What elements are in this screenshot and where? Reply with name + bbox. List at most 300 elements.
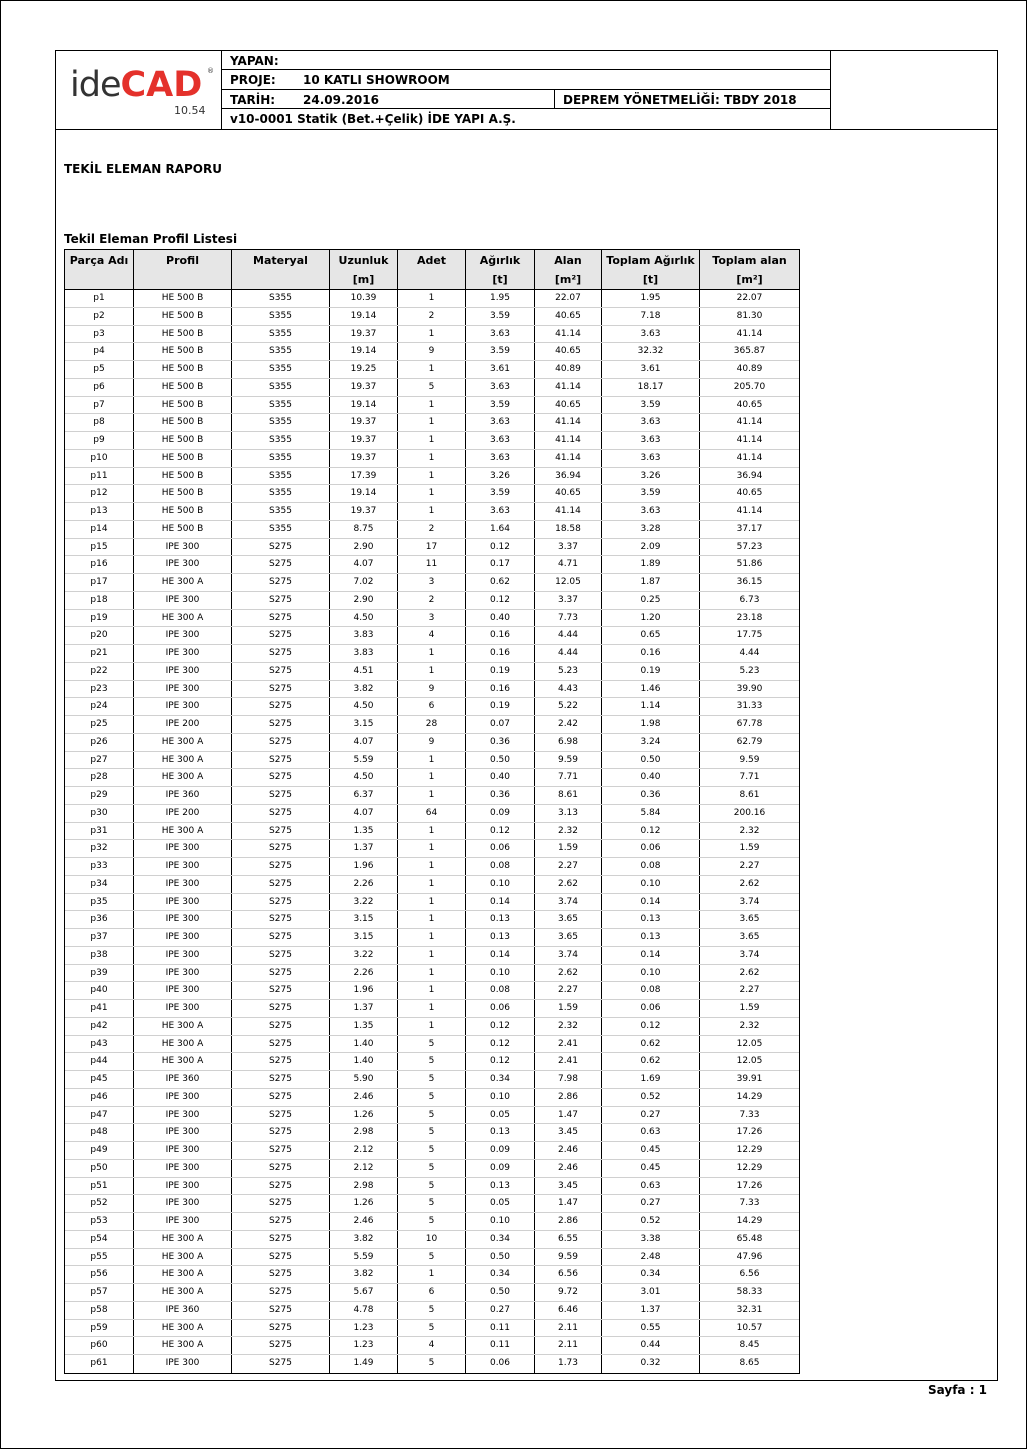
table-cell: p5 (65, 361, 134, 378)
table-row (65, 681, 799, 699)
table-row (65, 503, 799, 521)
table-cell: 3.28 (602, 521, 700, 538)
profile-table (64, 249, 800, 1374)
table-cell: 32.32 (602, 343, 700, 360)
table-cell: 1 (398, 982, 466, 999)
table-cell: 2.11 (535, 1320, 602, 1337)
table-cell: 3.24 (602, 734, 700, 751)
table-cell: 1 (398, 361, 466, 378)
table-cell: 0.16 (602, 645, 700, 662)
table-cell: 6.56 (739, 1269, 760, 1280)
table-cell: 3.63 (466, 503, 535, 520)
table-cell: S275 (232, 539, 330, 556)
table-cell: HE 300 A (134, 610, 232, 627)
table-cell: 3 (398, 610, 466, 627)
table-row (65, 805, 799, 823)
table-cell: S275 (232, 1195, 330, 1212)
table-cell: 0.08 (602, 858, 700, 875)
table-cell: 1 (398, 840, 466, 857)
table-cell: S355 (232, 468, 330, 485)
table-cell: 5 (398, 379, 466, 396)
table-cell: p1 (65, 290, 134, 307)
table-cell: 3.65 (739, 914, 760, 925)
table-cell: 3.26 (602, 468, 700, 485)
table-cell: IPE 300 (134, 681, 232, 698)
table-cell: 1 (398, 397, 466, 414)
table-cell: HE 500 B (134, 379, 232, 396)
table-cell: p29 (65, 787, 134, 804)
table-cell: 1.35 (330, 1018, 398, 1035)
table-cell: 19.25 (330, 361, 398, 378)
table-row (65, 1195, 799, 1213)
table-cell: IPE 300 (134, 929, 232, 946)
table-cell: 12.05 (736, 1056, 763, 1067)
table-cell: IPE 300 (134, 663, 232, 680)
table-cell: 1 (398, 432, 466, 449)
table-cell: 5 (398, 1213, 466, 1230)
table-cell: 0.55 (602, 1320, 700, 1337)
table-cell: p61 (65, 1355, 134, 1373)
table-cell: 3.82 (330, 681, 398, 698)
column-header-label: Ağırlık (479, 254, 521, 267)
table-cell: 40.89 (535, 361, 602, 378)
table-cell: IPE 300 (134, 627, 232, 644)
header-right-cell (831, 51, 997, 130)
table-cell: 5 (398, 1142, 466, 1159)
table-cell: 37.17 (736, 523, 763, 534)
table-row (65, 645, 799, 663)
table-cell: 18.17 (602, 379, 700, 396)
table-cell: 0.12 (466, 1036, 535, 1053)
table-cell: 1.59 (739, 843, 760, 854)
software-info: v10-0001 Statik (Bet.+Çelik) İDE YAPI A.Ş. (230, 112, 516, 126)
table-cell: p53 (65, 1213, 134, 1230)
table-cell: S275 (232, 1302, 330, 1319)
table-cell: 3.01 (602, 1284, 700, 1301)
table-cell: 1 (398, 929, 466, 946)
table-row (65, 432, 799, 450)
table-cell: 41.14 (736, 417, 763, 428)
table-cell: IPE 300 (134, 1178, 232, 1195)
table-cell: S355 (232, 521, 330, 538)
table-cell: S355 (232, 308, 330, 325)
table-cell: 4.43 (535, 681, 602, 698)
table-cell: 2.12 (330, 1160, 398, 1177)
table-cell: 1.96 (330, 858, 398, 875)
table-cell: 1 (398, 769, 466, 786)
table-cell: 1 (398, 485, 466, 502)
table-cell: S275 (232, 858, 330, 875)
table-cell: 3.63 (466, 326, 535, 343)
table-cell: 1.73 (535, 1355, 602, 1373)
table-cell: HE 300 A (134, 1053, 232, 1070)
table-cell: p22 (65, 663, 134, 680)
table-cell: p6 (65, 379, 134, 396)
table-cell: S275 (232, 574, 330, 591)
table-cell: 1.59 (739, 1003, 760, 1013)
table-cell: 2.98 (330, 1178, 398, 1195)
table-cell: 2.42 (535, 716, 602, 733)
table-row (65, 450, 799, 468)
table-cell: S275 (232, 592, 330, 609)
table-row (65, 1284, 799, 1302)
table-cell: 1 (398, 876, 466, 893)
table-cell: 2 (398, 521, 466, 538)
table-cell: S275 (232, 769, 330, 786)
table-row (65, 911, 799, 929)
table-cell: p59 (65, 1320, 134, 1337)
table-cell: p18 (65, 592, 134, 609)
table-cell: S355 (232, 397, 330, 414)
column-header (134, 250, 232, 289)
table-cell: 1.23 (330, 1337, 398, 1354)
table-cell: 3.37 (535, 539, 602, 556)
table-cell: 41.14 (535, 379, 602, 396)
table-cell: p25 (65, 716, 134, 733)
table-cell: 28 (398, 716, 466, 733)
table-row (65, 343, 799, 361)
table-cell: S275 (232, 752, 330, 769)
table-cell: IPE 300 (134, 556, 232, 573)
table-cell: 0.12 (466, 1053, 535, 1070)
table-cell: 41.14 (535, 450, 602, 467)
table-cell: 0.45 (602, 1142, 700, 1159)
table-cell: 0.10 (466, 1089, 535, 1106)
table-row (65, 556, 799, 574)
table-cell: 2 (398, 308, 466, 325)
table-cell: 1.40 (330, 1036, 398, 1053)
header-info (222, 51, 831, 130)
table-cell: 0.06 (602, 1000, 700, 1017)
table-cell: 3.74 (535, 947, 602, 964)
table-cell: 2.11 (535, 1337, 602, 1354)
table-cell: p11 (65, 468, 134, 485)
table-cell: S275 (232, 894, 330, 911)
table-cell: p12 (65, 485, 134, 502)
column-header-unit: [m²] (554, 273, 582, 286)
table-cell: 7.18 (602, 308, 700, 325)
proje-value: 10 KATLI SHOWROOM (303, 73, 450, 87)
table-cell: IPE 360 (134, 1071, 232, 1088)
table-cell: 9 (398, 734, 466, 751)
column-header (398, 250, 466, 289)
table-cell: p17 (65, 574, 134, 591)
table-cell: S355 (232, 432, 330, 449)
table-cell: 0.14 (602, 894, 700, 911)
table-cell: 3.63 (466, 432, 535, 449)
table-cell: 3.61 (466, 361, 535, 378)
table-cell: HE 500 B (134, 468, 232, 485)
table-cell: S275 (232, 1053, 330, 1070)
table-cell: p21 (65, 645, 134, 662)
table-cell: 1 (398, 858, 466, 875)
table-cell: IPE 300 (134, 965, 232, 982)
table-cell: HE 300 A (134, 1266, 232, 1283)
table-cell: 1 (398, 290, 466, 307)
table-cell: S275 (232, 1231, 330, 1248)
table-cell: p41 (65, 1000, 134, 1017)
table-row (65, 1071, 799, 1089)
table-row (65, 1036, 799, 1054)
table-cell: 19.14 (330, 343, 398, 360)
table-cell: 0.62 (602, 1036, 700, 1053)
table-row (65, 982, 799, 1000)
table-cell: 5.22 (535, 698, 602, 715)
table-cell: 0.13 (602, 911, 700, 928)
table-row (65, 1320, 799, 1338)
table-cell: 0.63 (602, 1124, 700, 1141)
table-cell: IPE 360 (134, 787, 232, 804)
table-cell: p56 (65, 1266, 134, 1283)
table-cell: 0.06 (466, 1355, 535, 1373)
table-cell: 0.11 (466, 1320, 535, 1337)
table-cell: IPE 300 (134, 592, 232, 609)
table-cell: 58.33 (736, 1287, 763, 1297)
table-cell: 41.14 (535, 326, 602, 343)
logo-cell (56, 51, 222, 130)
table-cell: 0.16 (466, 645, 535, 662)
table-cell: p13 (65, 503, 134, 520)
table-cell: HE 300 A (134, 734, 232, 751)
table-cell: 3.45 (535, 1124, 602, 1141)
table-cell: 3.65 (535, 929, 602, 946)
table-cell: 0.09 (466, 1142, 535, 1159)
table-cell: 1.46 (602, 681, 700, 698)
table-cell: 0.13 (466, 911, 535, 928)
column-header-label: Alan (554, 254, 582, 267)
table-cell: 0.12 (466, 1018, 535, 1035)
table-cell: 2.26 (330, 876, 398, 893)
table-cell: 205.70 (733, 381, 766, 392)
table-cell: S275 (232, 1018, 330, 1035)
table-cell: 5 (398, 1195, 466, 1212)
table-cell: 0.65 (602, 627, 700, 644)
table-cell: 2 (398, 592, 466, 609)
table-cell: 14.29 (736, 1091, 763, 1102)
table-cell: HE 500 B (134, 326, 232, 343)
table-cell: HE 500 B (134, 521, 232, 538)
table-cell: 5 (398, 1089, 466, 1106)
table-cell: 5 (398, 1302, 466, 1319)
table-cell: 5 (398, 1355, 466, 1373)
table-cell: 3.37 (535, 592, 602, 609)
table-row (65, 1337, 799, 1355)
table-cell: p38 (65, 947, 134, 964)
table-cell: S275 (232, 929, 330, 946)
table-cell: 2.98 (330, 1124, 398, 1141)
table-cell: 5 (398, 1107, 466, 1124)
table-cell: 4.07 (330, 734, 398, 751)
table-cell: 5.59 (330, 1249, 398, 1266)
table-cell: S275 (232, 681, 330, 698)
table-cell: p60 (65, 1337, 134, 1354)
table-cell: p44 (65, 1053, 134, 1070)
idecad-logo (70, 65, 202, 105)
table-cell: 5 (398, 1320, 466, 1337)
table-cell: 1.49 (330, 1355, 398, 1373)
table-cell: HE 500 B (134, 290, 232, 307)
table-cell: p3 (65, 326, 134, 343)
table-cell: 7.71 (535, 769, 602, 786)
deprem-regulation: DEPREM YÖNETMELİĞİ: TBDY 2018 (563, 93, 797, 107)
table-cell: 12.29 (736, 1145, 763, 1155)
table-cell: S275 (232, 911, 330, 928)
table-cell: 6 (398, 1284, 466, 1301)
table-cell: IPE 300 (134, 982, 232, 999)
table-cell: 4 (398, 627, 466, 644)
table-cell: 0.27 (602, 1195, 700, 1212)
table-cell: p37 (65, 929, 134, 946)
table-cell: 12.05 (535, 574, 602, 591)
table-cell: 9.59 (739, 754, 760, 765)
table-cell: 17.26 (736, 1127, 763, 1138)
table-cell: 2.32 (739, 1020, 760, 1031)
table-cell: 41.14 (736, 435, 763, 445)
table-cell: 0.36 (466, 787, 535, 804)
table-cell: 1.40 (330, 1053, 398, 1070)
table-cell: IPE 300 (134, 1142, 232, 1159)
table-cell: 1 (398, 645, 466, 662)
table-cell: 5 (398, 1071, 466, 1088)
table-cell: 40.89 (736, 364, 763, 374)
table-cell: 41.14 (535, 432, 602, 449)
table-cell: IPE 300 (134, 858, 232, 875)
table-cell: 2.86 (535, 1213, 602, 1230)
table-cell: 0.14 (602, 947, 700, 964)
table-cell: S275 (232, 1124, 330, 1141)
table-row (65, 1018, 799, 1036)
table-cell: 0.12 (466, 823, 535, 840)
table-cell: HE 300 A (134, 1337, 232, 1354)
table-cell: 1.59 (535, 1000, 602, 1017)
table-cell: 64 (398, 805, 466, 822)
table-cell: 19.37 (330, 432, 398, 449)
table-cell: 8.61 (535, 787, 602, 804)
table-cell: p42 (65, 1018, 134, 1035)
table-cell: S355 (232, 343, 330, 360)
column-header-label: Parça Adı (69, 254, 129, 267)
table-cell: 6.46 (535, 1302, 602, 1319)
table-cell: 2.46 (330, 1213, 398, 1230)
table-cell: p47 (65, 1107, 134, 1124)
table-cell: HE 500 B (134, 450, 232, 467)
table-cell: p23 (65, 681, 134, 698)
table-cell: 4.07 (330, 556, 398, 573)
table-cell: 19.37 (330, 450, 398, 467)
table-cell: 0.34 (602, 1266, 700, 1283)
table-row (65, 539, 799, 557)
table-cell: 200.16 (733, 807, 766, 818)
table-cell: 47.96 (736, 1251, 763, 1262)
table-cell: S355 (232, 361, 330, 378)
table-cell: 0.12 (602, 1018, 700, 1035)
table-cell: IPE 300 (134, 539, 232, 556)
table-cell: HE 300 A (134, 1249, 232, 1266)
table-cell: 41.14 (736, 328, 763, 339)
table-row (65, 468, 799, 486)
table-cell: 17.75 (736, 630, 763, 641)
table-cell: 3.59 (602, 397, 700, 414)
table-cell: 8.75 (330, 521, 398, 538)
table-cell: 10 (398, 1231, 466, 1248)
table-cell: 2.27 (739, 861, 760, 871)
table-cell: 1.87 (602, 574, 700, 591)
report-title: TEKİL ELEMAN RAPORU (64, 162, 222, 176)
table-cell: 2.41 (535, 1036, 602, 1053)
table-cell: 0.09 (466, 1160, 535, 1177)
table-cell: 1.64 (466, 521, 535, 538)
table-cell: p20 (65, 627, 134, 644)
table-cell: 5 (398, 1036, 466, 1053)
table-cell: IPE 300 (134, 1160, 232, 1177)
table-cell: HE 300 A (134, 1018, 232, 1035)
table-cell: 9.59 (535, 752, 602, 769)
table-cell: 1.14 (602, 698, 700, 715)
table-cell: 5.23 (535, 663, 602, 680)
table-cell: 1 (398, 823, 466, 840)
table-cell: S275 (232, 1036, 330, 1053)
table-cell: 41.14 (535, 414, 602, 431)
table-cell: S275 (232, 1266, 330, 1283)
table-cell: HE 500 B (134, 503, 232, 520)
table-cell: 4.07 (330, 805, 398, 822)
table-cell: 0.08 (466, 982, 535, 999)
table-cell: 3.59 (466, 343, 535, 360)
table-cell: 3.83 (330, 645, 398, 662)
table-cell: 1 (398, 326, 466, 343)
table-cell: 5.90 (330, 1071, 398, 1088)
table-cell: S275 (232, 663, 330, 680)
table-cell: 1.89 (602, 556, 700, 573)
table-cell: 8.65 (739, 1358, 760, 1368)
table-cell: IPE 300 (134, 1124, 232, 1141)
table-cell: 0.34 (466, 1071, 535, 1088)
table-cell: 62.79 (736, 736, 763, 747)
column-header (466, 250, 535, 289)
table-cell: 1 (398, 414, 466, 431)
table-cell: 1 (398, 503, 466, 520)
table-body (65, 290, 799, 1373)
table-cell: 1.59 (535, 840, 602, 857)
table-cell: 0.12 (466, 592, 535, 609)
table-cell: S275 (232, 982, 330, 999)
table-cell: 57.23 (736, 541, 763, 552)
table-cell: 3.59 (602, 485, 700, 502)
table-cell: IPE 300 (134, 698, 232, 715)
table-cell: 0.34 (466, 1231, 535, 1248)
table-cell: 17 (398, 539, 466, 556)
table-cell: 3.22 (330, 894, 398, 911)
table-cell: 1 (398, 663, 466, 680)
table-cell: 1.95 (466, 290, 535, 307)
column-header (330, 250, 398, 289)
table-cell: IPE 300 (134, 1195, 232, 1212)
logo-registered-mark: ® (207, 67, 214, 75)
table-cell: 3.63 (466, 450, 535, 467)
table-row (65, 574, 799, 592)
table-row (65, 947, 799, 965)
table-cell: 19.14 (330, 485, 398, 502)
table-cell: 0.10 (602, 876, 700, 893)
table-cell: 0.36 (466, 734, 535, 751)
table-cell: 3.82 (330, 1266, 398, 1283)
table-cell: 41.14 (736, 506, 763, 516)
table-cell: p51 (65, 1178, 134, 1195)
table-cell: S355 (232, 414, 330, 431)
table-cell: 19.37 (330, 379, 398, 396)
table-cell: 0.10 (466, 1213, 535, 1230)
table-cell: 1.26 (330, 1195, 398, 1212)
